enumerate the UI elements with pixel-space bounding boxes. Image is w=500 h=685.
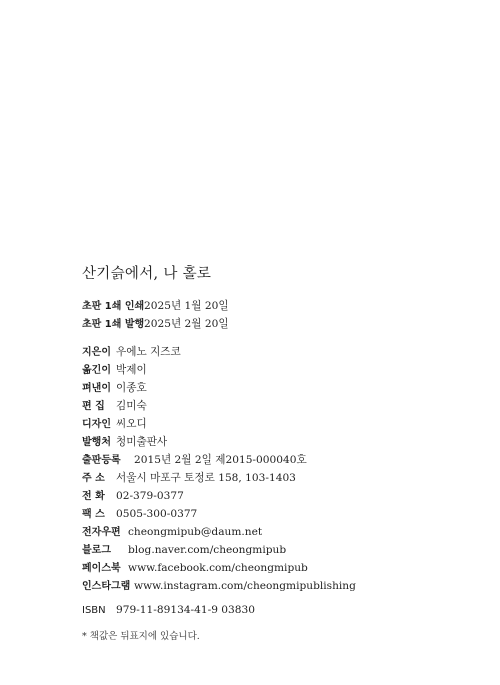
credit-value: 02-379-0377 <box>116 490 184 502</box>
credit-label: 전자우편 <box>82 527 121 538</box>
credit-label: 지은이 <box>82 347 111 358</box>
credit-label: 블로그 <box>82 545 111 556</box>
credit-row-facebook <box>82 559 482 577</box>
credit-label: 디자인 <box>82 419 111 430</box>
credit-value: 씨오디 <box>116 418 147 430</box>
credit-row-fax <box>82 505 482 523</box>
credit-row-registration <box>82 451 482 469</box>
book-title: 산기슭에서, 나 홀로 <box>82 266 212 282</box>
credit-row-translator <box>82 361 482 379</box>
isbn-row <box>82 601 482 619</box>
credit-value: 박제이 <box>116 364 147 376</box>
credit-value: 2015년 2월 2일 제2015-000040호 <box>134 454 307 466</box>
credit-value: 우에노 지즈코 <box>116 346 181 358</box>
credit-label: 페이스북 <box>82 563 121 574</box>
credit-row-phone <box>82 487 482 505</box>
credit-value: 청미출판사 <box>116 436 168 448</box>
credit-row-editor <box>82 397 482 415</box>
credit-value: 이종호 <box>116 382 147 394</box>
edition-label: 초판 1쇄 발행 <box>82 319 145 330</box>
credit-label: 편 집 <box>82 401 105 412</box>
credit-row-publisher-person <box>82 379 482 397</box>
credit-row-email <box>82 523 482 541</box>
credit-value: 김미숙 <box>116 400 147 412</box>
edition-row-print <box>82 297 482 315</box>
credit-row-design <box>82 415 482 433</box>
email-link[interactable]: cheongmipub@daum.net <box>128 526 263 538</box>
edition-date: 2025년 2월 20일 <box>144 318 229 330</box>
credit-label: 출판등록 <box>82 455 121 466</box>
credit-label: 옮긴이 <box>82 365 111 376</box>
credit-value: 서울시 마포구 토정로 158, 103-1403 <box>116 472 296 484</box>
price-footnote: * 책값은 뒤표지에 있습니다. <box>82 631 200 642</box>
facebook-link[interactable]: www.facebook.com/cheongmipub <box>128 562 308 574</box>
credit-label: 전 화 <box>82 491 105 502</box>
credit-label: 주 소 <box>82 473 105 484</box>
isbn-value: 979-11-89134-41-9 03830 <box>116 604 256 616</box>
edition-block <box>82 297 482 333</box>
blog-link[interactable]: blog.naver.com/cheongmipub <box>128 544 287 556</box>
credit-label: 발행처 <box>82 437 111 448</box>
edition-date: 2025년 1월 20일 <box>144 300 229 312</box>
edition-row-publish <box>82 315 482 333</box>
credit-label: 인스타그램 <box>82 581 131 592</box>
edition-label: 초판 1쇄 인쇄 <box>82 301 145 312</box>
credit-label: 팩 스 <box>82 509 105 520</box>
credit-row-blog <box>82 541 482 559</box>
credits-block <box>82 343 482 595</box>
credit-value: 0505-300-0377 <box>116 508 198 520</box>
credit-row-instagram <box>82 577 482 595</box>
credit-row-publisher <box>82 433 482 451</box>
colophon <box>82 262 482 642</box>
credit-row-address <box>82 469 482 487</box>
isbn-label: ISBN <box>82 605 106 616</box>
credit-row-author <box>82 343 482 361</box>
credit-label: 펴낸이 <box>82 383 111 394</box>
instagram-link[interactable]: www.instagram.com/cheongmipublishing <box>134 580 356 592</box>
